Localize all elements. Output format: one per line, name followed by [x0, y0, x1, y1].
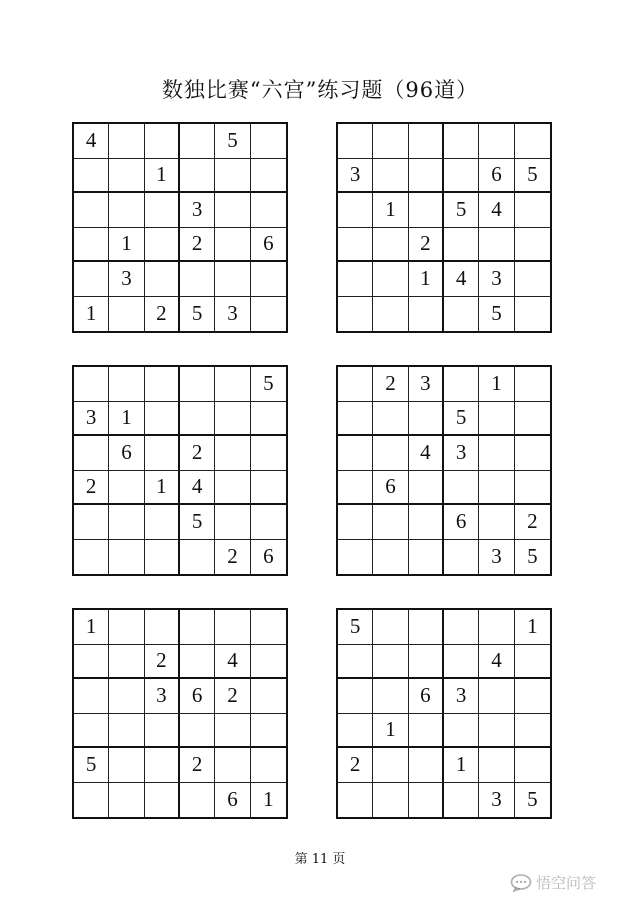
sudoku-cell	[409, 505, 444, 540]
sudoku-cell: 1	[109, 228, 144, 263]
sudoku-cell: 4	[215, 645, 250, 680]
sudoku-cell	[251, 748, 286, 783]
sudoku-cell	[373, 645, 408, 680]
sudoku-cell	[145, 436, 180, 471]
sudoku-cell	[373, 610, 408, 645]
sudoku-cell	[444, 228, 479, 263]
sudoku-cell	[373, 159, 408, 194]
sudoku-cell	[338, 540, 373, 575]
sudoku-cell	[215, 193, 250, 228]
sudoku-cell	[409, 297, 444, 332]
sudoku-cell	[180, 540, 215, 575]
sudoku-cell	[444, 367, 479, 402]
sudoku-cell: 5	[251, 367, 286, 402]
sudoku-cell: 1	[109, 402, 144, 437]
sudoku-cell	[444, 471, 479, 506]
sudoku-cell	[373, 297, 408, 332]
sudoku-cell	[515, 193, 550, 228]
sudoku-cell	[515, 367, 550, 402]
page-title: 数独比赛“六宫”练习题（96道）	[161, 78, 479, 102]
sudoku-cell	[338, 228, 373, 263]
sudoku-cell	[409, 748, 444, 783]
sudoku-cell: 4	[479, 645, 514, 680]
sudoku-grid-3	[72, 365, 288, 576]
sudoku-cell	[479, 505, 514, 540]
sudoku-cell	[373, 436, 408, 471]
sudoku-cell	[409, 193, 444, 228]
sudoku-cell: 4	[444, 262, 479, 297]
sudoku-cell	[215, 159, 250, 194]
sudoku-cell	[409, 714, 444, 749]
sudoku-cell: 1	[263, 787, 274, 812]
sudoku-cell	[109, 610, 144, 645]
sudoku-cell: 2	[180, 748, 215, 783]
sudoku-cell	[251, 297, 286, 332]
sudoku-cell: 6	[409, 679, 444, 714]
sudoku-cell: 2	[338, 748, 373, 783]
sudoku-cell: 3	[180, 193, 215, 228]
sudoku-cell: 4	[479, 193, 514, 228]
sudoku-cell	[180, 262, 215, 297]
sudoku-cell	[409, 540, 444, 575]
sudoku-cell	[215, 436, 250, 471]
watermark	[510, 872, 596, 893]
sudoku-cell	[180, 367, 215, 402]
sudoku-cell	[251, 610, 286, 645]
sudoku-cell	[109, 540, 144, 575]
sudoku-cell	[479, 610, 514, 645]
sudoku-cell	[74, 679, 109, 714]
sudoku-cell	[109, 783, 144, 818]
sudoku-cell	[479, 714, 514, 749]
sudoku-cell	[409, 471, 444, 506]
sudoku-cell	[251, 645, 286, 680]
sudoku-grid-5	[72, 608, 288, 819]
sudoku-cell	[215, 505, 250, 540]
sudoku-cell	[145, 367, 180, 402]
chat-bubble-icon	[510, 874, 532, 892]
sudoku-cell	[145, 228, 180, 263]
sudoku-cell: 6	[444, 505, 479, 540]
sudoku-cell	[338, 783, 373, 818]
sudoku-cell: 3	[444, 436, 479, 471]
sudoku-cell	[444, 159, 479, 194]
sudoku-cell	[180, 610, 215, 645]
sudoku-cell	[338, 505, 373, 540]
sudoku-cell	[109, 645, 144, 680]
sudoku-cell: 5	[215, 124, 250, 159]
sudoku-cell	[109, 124, 144, 159]
sudoku-cell	[444, 645, 479, 680]
sudoku-cell	[338, 124, 373, 159]
sudoku-cell	[74, 436, 109, 471]
sudoku-grid-2	[336, 122, 552, 333]
page-number: 第 11 页	[294, 852, 346, 867]
sudoku-cell	[74, 228, 109, 263]
sudoku-cell	[515, 471, 550, 506]
sudoku-cell	[251, 402, 286, 437]
sudoku-cell	[74, 783, 109, 818]
sudoku-cell: 3	[479, 262, 514, 297]
sudoku-cell	[515, 262, 550, 297]
sudoku-cell	[251, 193, 286, 228]
sudoku-cell	[515, 436, 550, 471]
sudoku-cell: 1	[515, 610, 550, 645]
sudoku-cell: 3	[409, 367, 444, 402]
sudoku-cell: 5	[515, 159, 550, 194]
sudoku-cell: 1	[373, 193, 408, 228]
sudoku-cell: 5	[444, 193, 479, 228]
sudoku-cell	[145, 748, 180, 783]
sudoku-cell	[251, 159, 286, 194]
sudoku-cell: 6	[109, 436, 144, 471]
sudoku-grid-4	[336, 365, 552, 576]
sudoku-cell	[479, 124, 514, 159]
sudoku-cell	[373, 124, 408, 159]
sudoku-cell	[145, 402, 180, 437]
sudoku-cell: 6	[251, 228, 286, 263]
sudoku-cell	[215, 714, 250, 749]
sudoku-cell	[74, 540, 109, 575]
sudoku-cell: 6	[263, 544, 274, 569]
sudoku-cell	[215, 262, 250, 297]
sudoku-cell	[109, 159, 144, 194]
sudoku-cell: 1	[479, 367, 514, 402]
sudoku-cell: 2	[373, 367, 408, 402]
sudoku-cell: 3	[444, 679, 479, 714]
sudoku-cell: 5	[338, 610, 373, 645]
sudoku-cell	[74, 262, 109, 297]
sudoku-cell: 1	[409, 262, 444, 297]
sudoku-cell	[145, 610, 180, 645]
sudoku-cell: 4	[409, 436, 444, 471]
sudoku-cell	[109, 367, 144, 402]
sudoku-cell	[74, 645, 109, 680]
sudoku-cell: 3	[479, 783, 514, 818]
sudoku-cell: 2	[74, 471, 109, 506]
sudoku-cell	[145, 505, 180, 540]
sudoku-cell	[338, 714, 373, 749]
sudoku-cell	[109, 471, 144, 506]
sudoku-cell: 2	[215, 540, 250, 575]
sudoku-cell: 6	[215, 783, 250, 818]
sudoku-cell	[251, 436, 286, 471]
sudoku-cell	[409, 645, 444, 680]
sudoku-cell	[145, 193, 180, 228]
sudoku-cell	[215, 228, 250, 263]
sudoku-cell	[109, 505, 144, 540]
sudoku-cell	[338, 193, 373, 228]
sudoku-cell	[338, 262, 373, 297]
sudoku-cell	[251, 262, 286, 297]
sudoku-cell	[251, 505, 286, 540]
sudoku-cell	[338, 402, 373, 437]
sudoku-cell	[373, 748, 408, 783]
sudoku-cell	[479, 748, 514, 783]
sudoku-cell	[479, 436, 514, 471]
sudoku-cell	[338, 297, 373, 332]
sudoku-cell: 1	[373, 714, 408, 749]
sudoku-cell: 4	[180, 471, 215, 506]
sudoku-cell: 5	[74, 748, 109, 783]
sudoku-cell	[109, 193, 144, 228]
sudoku-cell: 2	[145, 645, 180, 680]
sudoku-cell	[338, 645, 373, 680]
sudoku-cell: 5	[444, 402, 479, 437]
sudoku-cell	[180, 402, 215, 437]
sudoku-cell: 6	[180, 679, 215, 714]
sudoku-cell	[251, 679, 286, 714]
sudoku-cell	[515, 748, 550, 783]
sudoku-cell	[74, 714, 109, 749]
sudoku-cell: 5	[527, 544, 538, 569]
sudoku-cell	[444, 610, 479, 645]
sudoku-cell: 6	[373, 471, 408, 506]
sudoku-cell	[338, 679, 373, 714]
sudoku-cell	[373, 540, 408, 575]
sudoku-cell	[373, 228, 408, 263]
sudoku-cell: 3	[338, 159, 373, 194]
sudoku-cell	[145, 262, 180, 297]
sudoku-cell	[373, 679, 408, 714]
sudoku-cell	[373, 783, 408, 818]
sudoku-cell: 2	[515, 505, 550, 540]
sudoku-cell	[444, 714, 479, 749]
sudoku-cell: 2	[180, 436, 215, 471]
sudoku-cell	[338, 471, 373, 506]
sudoku-cell: 5	[527, 787, 538, 812]
sudoku-cell: 3	[215, 297, 250, 332]
sudoku-cell	[74, 367, 109, 402]
sudoku-cell: 1	[145, 159, 180, 194]
sudoku-cell	[444, 783, 479, 818]
sudoku-cell	[515, 297, 550, 332]
sudoku-cell	[145, 714, 180, 749]
sudoku-cell: 3	[74, 402, 109, 437]
sudoku-cell: 3	[479, 540, 514, 575]
sudoku-cell	[479, 402, 514, 437]
watermark-text: 悟空问答	[536, 874, 597, 892]
sudoku-cell	[74, 193, 109, 228]
sudoku-cell	[373, 505, 408, 540]
sudoku-cell: 1	[444, 748, 479, 783]
sudoku-cell	[409, 124, 444, 159]
sudoku-cell	[251, 714, 286, 749]
sudoku-cell	[409, 159, 444, 194]
sudoku-cell	[251, 124, 286, 159]
sudoku-grid-6	[336, 608, 552, 819]
sudoku-cell	[180, 159, 215, 194]
sudoku-cell	[180, 645, 215, 680]
sudoku-cell	[109, 297, 144, 332]
sudoku-cell	[373, 402, 408, 437]
sudoku-cell	[215, 748, 250, 783]
sudoku-cell: 5	[479, 297, 514, 332]
sudoku-cell	[145, 783, 180, 818]
sudoku-cell	[74, 159, 109, 194]
sudoku-cell	[515, 645, 550, 680]
sudoku-cell	[180, 124, 215, 159]
sudoku-cell: 1	[74, 610, 109, 645]
sudoku-cell	[215, 367, 250, 402]
sudoku-cell	[215, 402, 250, 437]
sudoku-cell	[515, 714, 550, 749]
sudoku-cell	[180, 783, 215, 818]
sudoku-cell	[444, 540, 479, 575]
sudoku-cell	[145, 540, 180, 575]
sudoku-cell	[409, 402, 444, 437]
sudoku-grid-1	[72, 122, 288, 333]
sudoku-cell	[180, 714, 215, 749]
sudoku-cell	[215, 610, 250, 645]
sudoku-cell	[409, 610, 444, 645]
sudoku-cell	[515, 679, 550, 714]
sudoku-cell: 1	[74, 297, 109, 332]
sudoku-cell: 2	[409, 228, 444, 263]
sudoku-cell	[109, 679, 144, 714]
sudoku-cell	[515, 402, 550, 437]
sudoku-cell	[444, 297, 479, 332]
sudoku-cell: 2	[180, 228, 215, 263]
sudoku-cell: 3	[109, 262, 144, 297]
sudoku-cell: 2	[145, 297, 180, 332]
sudoku-cell	[515, 228, 550, 263]
sudoku-cell	[479, 228, 514, 263]
sudoku-cell: 3	[145, 679, 180, 714]
sudoku-cell	[338, 436, 373, 471]
sudoku-cell	[74, 505, 109, 540]
sudoku-cell	[338, 367, 373, 402]
sudoku-cell: 6	[479, 159, 514, 194]
sudoku-cell	[515, 124, 550, 159]
sudoku-cell	[109, 748, 144, 783]
sudoku-cell	[109, 714, 144, 749]
sudoku-cell: 5	[180, 505, 215, 540]
sudoku-cell	[479, 679, 514, 714]
sudoku-cell: 4	[74, 124, 109, 159]
sudoku-cell	[479, 471, 514, 506]
sudoku-cell: 2	[215, 679, 250, 714]
sudoku-cell	[373, 262, 408, 297]
sudoku-cell	[251, 471, 286, 506]
sudoku-cell	[444, 124, 479, 159]
sudoku-cell	[145, 124, 180, 159]
sudoku-cell: 5	[180, 297, 215, 332]
sudoku-cell	[409, 783, 444, 818]
sudoku-cell: 1	[145, 471, 180, 506]
sudoku-cell	[215, 471, 250, 506]
